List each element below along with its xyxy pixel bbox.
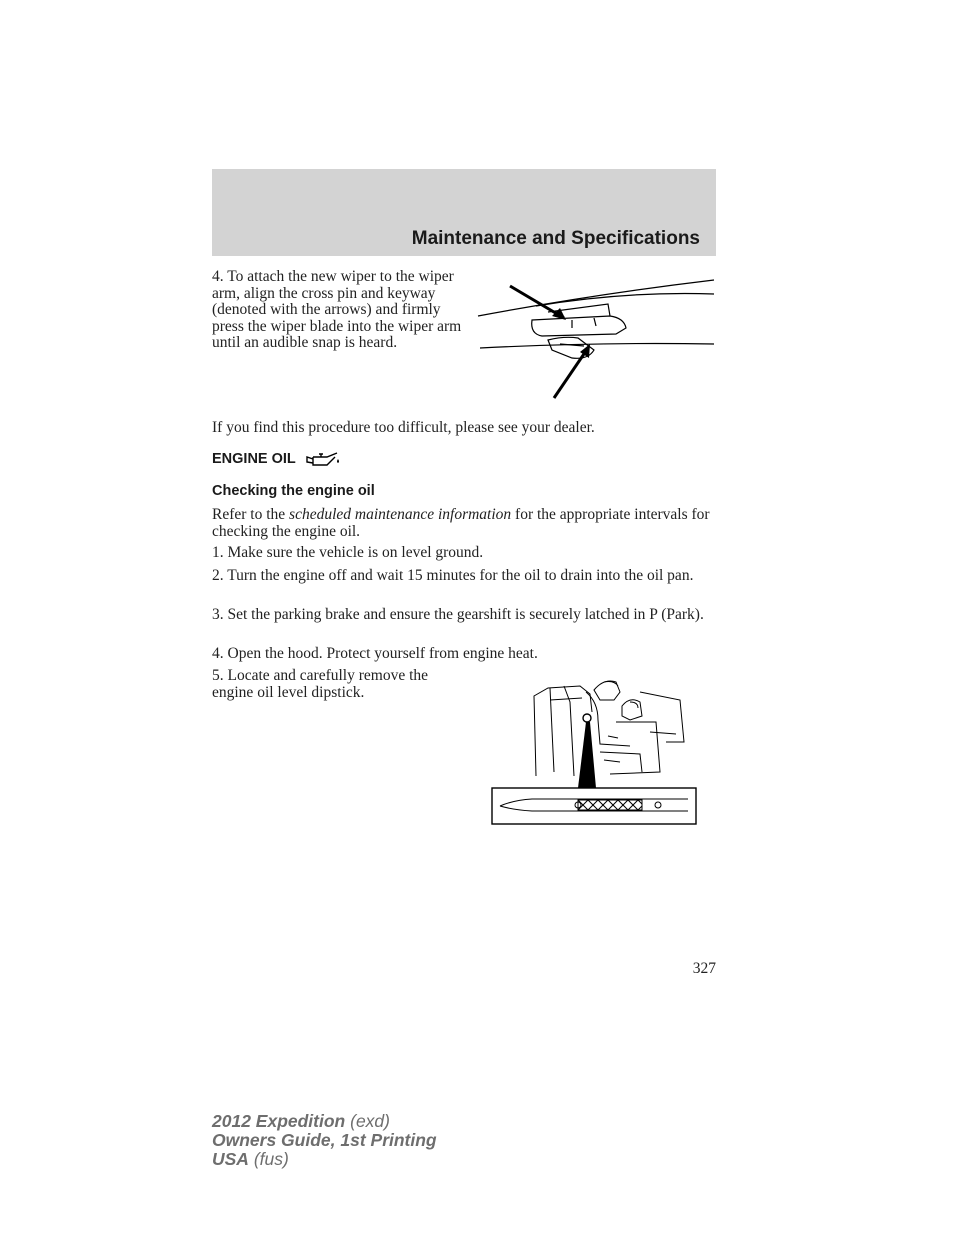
footer-region: USA [212, 1149, 249, 1169]
engine-oil-heading-text: ENGINE OIL [212, 451, 296, 467]
checking-step: 4. Open the hood. Protect yourself from engine heat. [212, 645, 538, 662]
checking-intro-emphasis: scheduled maintenance information [289, 506, 512, 523]
document-footer [212, 1112, 437, 1169]
page-number: 327 [692, 960, 716, 977]
section-title: Maintenance and Specifications [411, 228, 700, 249]
checking-intro-suffix: for the appropriate intervals for checking the engine oil. [212, 506, 710, 540]
engine-dipstick-illustration [490, 672, 698, 826]
engine-oil-heading [212, 451, 341, 467]
footer-model: 2012 Expedition [212, 1111, 346, 1131]
footer-guide: Owners Guide, 1st Printing [212, 1130, 437, 1150]
footer-model-code: (exd) [350, 1111, 390, 1131]
checking-step: 1. Make sure the vehicle is on level ground. [212, 544, 484, 561]
oil-can-icon [305, 451, 341, 467]
checking-intro [212, 507, 716, 540]
checking-step: 5. Locate and carefully remove the engine oil level dipstick. [212, 667, 429, 701]
checking-step: 2. Turn the engine off and wait 15 minutes for the oil to drain into the oil pan. [212, 567, 694, 584]
wiper-blade-illustration [476, 276, 716, 402]
checking-intro-prefix: Refer to the [212, 506, 286, 523]
checking-oil-heading: Checking the engine oil [212, 483, 375, 499]
wiper-attach-step: 4. To attach the new wiper to the wiper arm, align the cross pin and keyway (denoted with the arrows) and firmly press the wiper blade into the wiper arm until an audible snap is heard. [212, 268, 462, 351]
footer-region-code: (fus) [253, 1149, 289, 1169]
section-header-band [212, 169, 716, 256]
checking-step: 3. Set the parking brake and ensure the gearshift is securely latched in P (Park). [212, 606, 704, 623]
dealer-note: If you find this procedure too difficult, please see your dealer. [212, 419, 595, 436]
